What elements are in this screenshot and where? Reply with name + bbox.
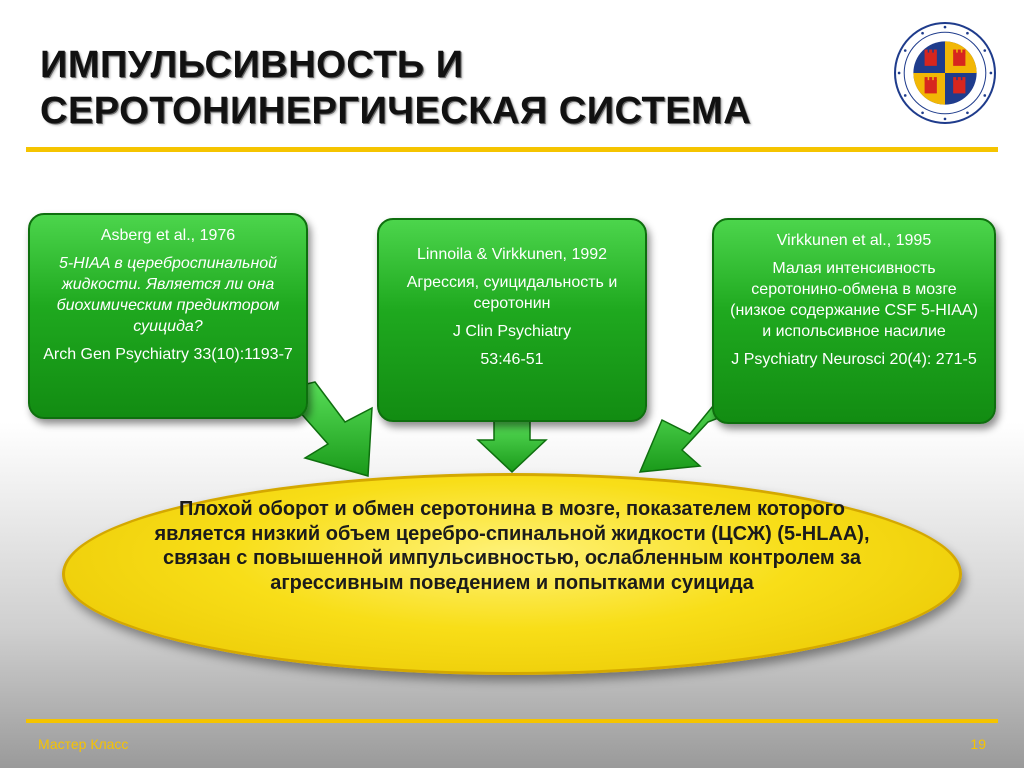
page-number: 19 <box>970 736 986 752</box>
conclusion-text: Плохой оборот и обмен серотонина в мозге, показателем которого является низкий объем церебро-спинальной жидкости (ЦСЖ) (5-HLAA), связан с повышенной импульсивностью, ослабленным контролем за агрессивным поведением и попытками суицида <box>154 498 870 594</box>
footer-label: Мастер Класс <box>38 736 129 752</box>
topic-linnoila: Агрессия, суицидальность и серотонин <box>406 274 618 312</box>
slide-title-line-2: СЕРОТОНИНЕРГИЧЕСКАЯ СИСТЕМА <box>40 90 752 132</box>
study-box-asberg <box>28 213 308 419</box>
citation-virkkunen: Virkkunen et al., 1995 <box>776 232 932 249</box>
topic-virkkunen: Малая интенсивность серотонино-обмена в мозге (низкое содержание CSF 5-HIAA) и испольсивное насилие <box>730 260 978 340</box>
arrow-center-icon <box>478 420 546 472</box>
citation-asberg: Asberg et al., 1976 <box>100 227 236 244</box>
journal-linnoila: J Clin Psychiatry <box>452 323 572 340</box>
citation-linnoila: Linnoila & Virkkunen, 1992 <box>416 246 608 263</box>
title-divider <box>26 147 998 152</box>
university-seal-logo <box>894 22 996 124</box>
journal-asberg: Arch Gen Psychiatry 33(10):1193-7 <box>43 346 293 363</box>
slide-title-line-1: ИМПУЛЬСИВНОСТЬ И <box>40 44 464 86</box>
footer-divider <box>26 719 998 723</box>
study-box-linnoila <box>377 218 647 422</box>
slide-title <box>40 42 751 134</box>
question-asberg: 5-HIAA в цереброспинальной жидкости. Является ли она биохимическим предиктором суицида? <box>56 255 280 335</box>
study-box-virkkunen <box>712 218 996 424</box>
journal-virkkunen: J Psychiatry Neurosci 20(4): 271-5 <box>731 351 977 368</box>
pages-linnoila: 53:46-51 <box>480 351 544 368</box>
